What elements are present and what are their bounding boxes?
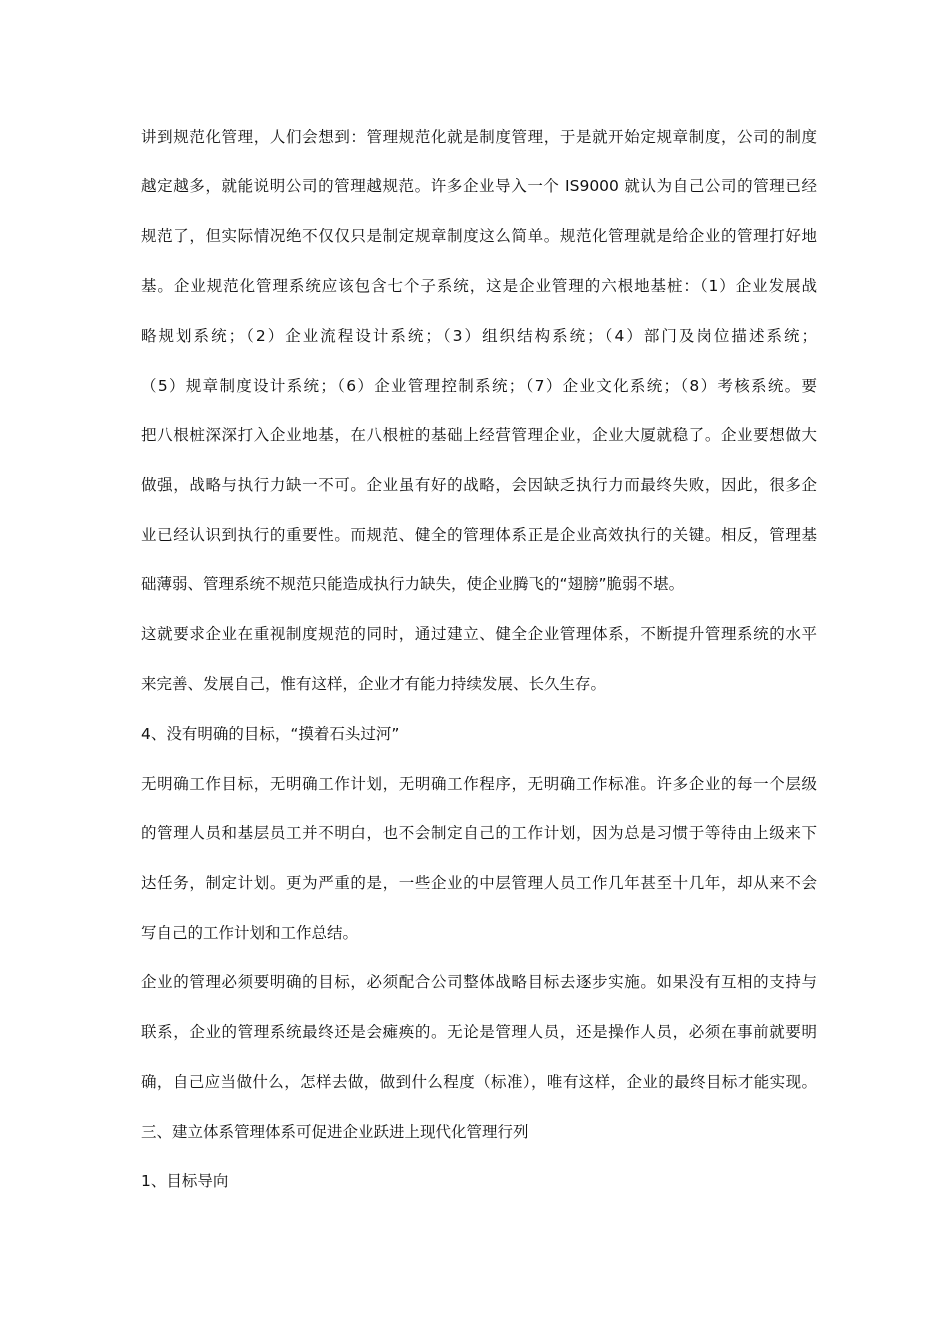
text-line: 基。企业规范化管理系统应该包含七个子系统，这是企业管理的六根地基桩：（1）企业发展战 — [141, 277, 817, 295]
text-line: 础薄弱、管理系统不规范只能造成执行力缺失，使企业腾飞的“翅膀”脆弱不堪。 — [141, 575, 685, 593]
text-line: 略规划系统；（2）企业流程设计系统；（3）组织结构系统；（4）部门及岗位描述系统； — [141, 327, 817, 345]
text-line: 讲到规范化管理，人们会想到：管理规范化就是制度管理，于是就开始定规章制度，公司的制度 — [141, 128, 817, 146]
subheading-goal-oriented: 1、目标导向 — [141, 1172, 229, 1190]
text-line: 无明确工作目标，无明确工作计划，无明确工作程序，无明确工作标准。许多企业的每一个层级 — [141, 775, 817, 793]
heading-no-clear-goal: 4、没有明确的目标，“摸着石头过河” — [141, 725, 400, 743]
text-line: 规范了，但实际情况绝不仅仅只是制定规章制度这么简单。规范化管理就是给企业的管理打好地 — [141, 227, 817, 245]
text-line: 做强，战略与执行力缺一不可。企业虽有好的战略，会因缺乏执行力而最终失败，因此，很多企 — [141, 476, 817, 494]
text-line: 写自己的工作计划和工作总结。 — [141, 924, 359, 942]
text-line: 确，自己应当做什么，怎样去做，做到什么程度（标准），唯有这样，企业的最终目标才能实现。 — [141, 1073, 817, 1091]
text-line: 联系，企业的管理系统最终还是会瘫痪的。无论是管理人员，还是操作人员，必须在事前就要明 — [141, 1023, 817, 1041]
section-heading-three: 三、建立体系管理体系可促进企业跃进上现代化管理行列 — [141, 1123, 529, 1141]
text-line: 的管理人员和基层员工并不明白，也不会制定自己的工作计划，因为总是习惯于等待由上级来下 — [141, 824, 817, 842]
text-line: 越定越多，就能说明公司的管理越规范。许多企业导入一个 IS9000 就认为自己公司的管理已经 — [141, 177, 817, 195]
text-line: （5）规章制度设计系统；（6）企业管理控制系统；（7）企业文化系统；（8）考核系统。要 — [141, 377, 817, 395]
text-line: 这就要求企业在重视制度规范的同时，通过建立、健全企业管理体系，不断提升管理系统的水平 — [141, 625, 817, 643]
text-line: 来完善、发展自己，惟有这样，企业才有能力持续发展、长久生存。 — [141, 675, 607, 693]
text-line: 把八根桩深深打入企业地基，在八根桩的基础上经营管理企业，企业大厦就稳了。企业要想做大 — [141, 426, 817, 444]
text-line: 达任务，制定计划。更为严重的是，一些企业的中层管理人员工作几年甚至十几年，却从来不会 — [141, 874, 817, 892]
text-line: 企业的管理必须要明确的目标，必须配合公司整体战略目标去逐步实施。如果没有互相的支持与 — [141, 973, 817, 991]
text-line: 业已经认识到执行的重要性。而规范、健全的管理体系正是企业高效执行的关键。相反，管理基 — [141, 526, 817, 544]
